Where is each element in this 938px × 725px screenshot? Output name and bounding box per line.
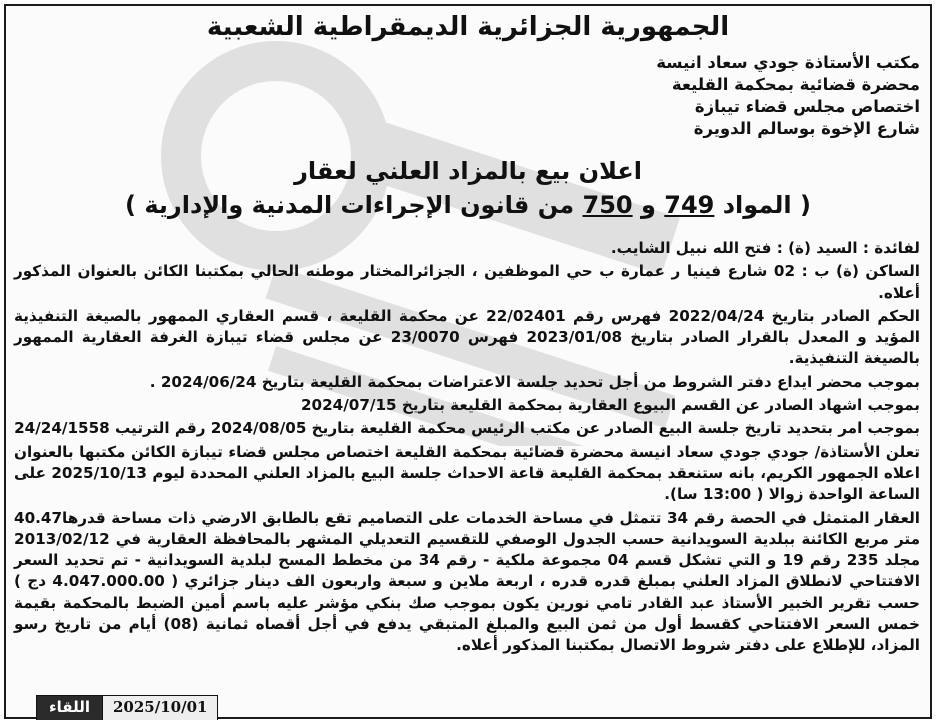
republic-heading: الجمهورية الجزائرية الديمقراطية الشعبية xyxy=(206,12,730,42)
judgment-paragraph: الحكم الصادر بتاريخ 2022/04/24 فهرس رقم 22/02401 عن محكمة القليعة ، قسم العقاري الممهور بالصيغة التنفيذية المؤيد و المعدل بالقرار الصادر بتاريخ 2023/01/08 فهرس 23/0070 عن مجلس قضاء تيبازة الغرفة العقارية الممهور بالصيغة التنفيذية. xyxy=(14,306,920,368)
property-description-paragraph: العقار المتمثل في الحصة رقم 34 تتمثل في مساحة الخدمات على التصاميم تقع بالطابق الارضي ذات مساحة قدرها40.47 متر مربع الكائنة ببلدية السويدانية حسب الجدول الوصفي للتقسيم التعديلي المشهر بالمحافظة العقارية في 2013/02/12 مجلد 235 رقم 19 و التي تشكل قسم 04 مجموعة ملكية - رقم 34 من مخطط المسح لبلدية السويدانية - تم تحديد السعر الافتتاحي لانطلاق المزاد العلني بمبلغ قدره قدره ، اربعة ملاين و سبعة واربعون الف دينار جزائري ( 4.047.000.00 دج ) حسب تقرير الخبير الأستاذ عبد القادر تامي نورين يكون بموجب صك بنكي مؤشر عليه باسم أمين الضبط بالمحكمة بقيمة خمس السعر الافتتاحي كقسط أول من ثمن البيع والمبلغ المتبقي يدفع في أجل أقصاه ثمانية (08) أيام من تاريخ رسو المزاد، للإطلاع على دفتر شروط الاتصال بمكتبنا المذكور أعلاه. xyxy=(14,508,921,655)
title-and: و xyxy=(640,191,656,219)
publication-date: 2025/10/01 xyxy=(102,696,217,720)
deposit-paragraph: بموجب محضر ايداع دفتر الشروط من أجل تحديد جلسة الاعتراضات بمحكمة القليعة بتاريخ 2024/06/24 . xyxy=(149,372,920,391)
office-role: محضرة قضائية بمحكمة القليعة xyxy=(671,75,920,94)
office-jurisdiction: اختصاص مجلس قضاء تيبازة xyxy=(694,97,920,116)
office-address: شارع الإخوة بوسالم الدويرة xyxy=(693,119,920,138)
article-750: 750 xyxy=(582,191,633,219)
residence-paragraph: الساكن (ة) ب : 02 شارع فينيا ر عمارة ب حي الموظفين ، الجزائرالمختار موطنه الحالي بمكتبنا الكائن بالعنوان المذكور أعلاه. xyxy=(14,262,920,302)
article-749: 749 xyxy=(664,191,715,219)
title-part-close: من قانون الإجراءات المدنية والإدارية ) xyxy=(125,191,575,219)
office-name: مكتب الأستاذة جودي سعاد انيسة xyxy=(656,53,920,72)
office-block xyxy=(500,52,920,140)
title-articles xyxy=(6,188,930,222)
announcement-body xyxy=(14,238,920,659)
beneficiary-paragraph: لفائدة : السيد (ة) : فتح الله نبيل الشايب. xyxy=(610,239,920,257)
order-paragraph: بموجب امر بتحديد تاريخ جلسة البيع الصادر عن مكتب الرئيس محكمة القليعة بتاريخ 2024/08/05 رقم الترتيب 24/24/1558 xyxy=(14,419,920,438)
auction-session-paragraph: تعلن الأستاذة/ جودي جودي سعاد انيسة محضرة قضائية بمحكمة القليعة اختصاص مجلس قضاء تيبازة الكائن مكتبها بالعنوان اعلاه الجمهور الكريم، بانه ستنعقد بمحكمة القليعة قاعة الاحداث جلسة البيع بالمزاد العلني المحددة ليوم 2025/10/13 على الساعة الواحدة زوالا ( 13:00 سا). xyxy=(14,442,920,504)
title-main: اعلان بيع بالمزاد العلني لعقار xyxy=(294,157,642,185)
publication-footer xyxy=(36,695,218,720)
newspaper-name: اللقاء xyxy=(37,696,102,720)
announcement-frame xyxy=(4,4,932,719)
announcement-title xyxy=(6,154,930,222)
certificate-paragraph: بموجب اشهاد الصادر عن القسم البيوع العقارية بمحكمة القليعة بتاريخ 2024/07/15 xyxy=(300,396,920,415)
title-part-open: ( المواد xyxy=(722,191,811,219)
